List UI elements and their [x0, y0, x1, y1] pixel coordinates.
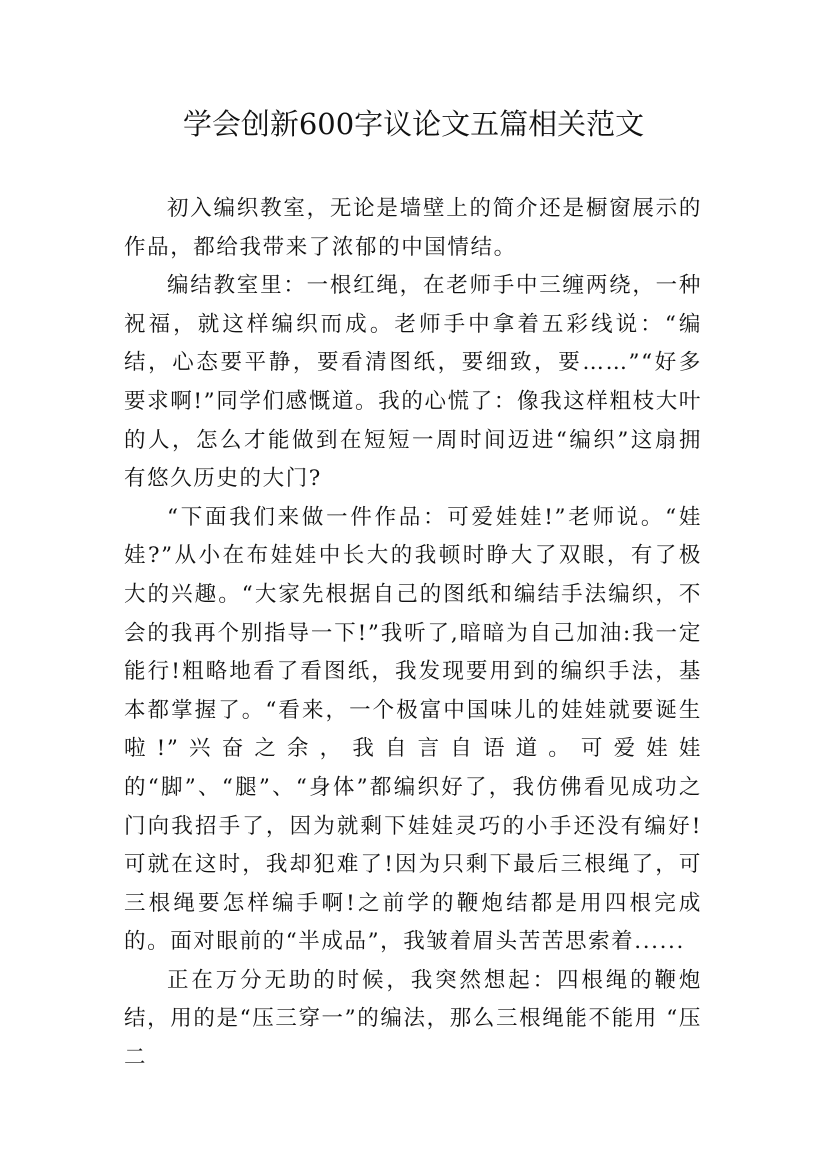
paragraph-3: “下面我们来做一件作品：可爱娃娃!”老师说。“娃娃?”从小在布娃娃中长大的我顿时睁大了双眼，有了极大的兴趣。“大家先根据自己的图纸和编结手法编织，不会的我再个别指导一下!”我听了,暗暗为自己加油:我一定能行!粗略地看了看图纸，我发现要用到的编织手法，基本都掌握了。“看来，一个极富中国味儿的娃娃就要诞生啦!”兴奋之余，我自言自语道。可爱娃娃的“脚”、“腿”、“身体”都编织好了，我仿佛看见成功之门向我招手了，因为就剩下娃娃灵巧的小手还没有编好!可就在这时，我却犯难了!因为只剩下最后三根绳了，可三根绳要怎样编手啊!之前学的鞭炮结都是用四根完成的。面对眼前的“半成品”，我皱着眉头苦苦思索着...... — [124, 504, 702, 955]
document-body — [124, 190, 702, 1078]
paragraph-2: 编结教室里：一根红绳，在老师手中三缠两绕，一种祝福，就这样编织而成。老师手中拿着五彩线说：“编结，心态要平静，要看清图纸，要细致，要……”“好多要求啊!”同学们感慨道。我的心慌了：像我这样粗枝大叶的人，怎么才能做到在短短一周时间迈进“编织”这扇拥有悠久历史的大门? — [124, 273, 702, 492]
document-title: 学会创新600字议论文五篇相关范文 — [182, 107, 645, 141]
paragraph-4: 正在万分无助的时候，我突然想起：四根绳的鞭炮结，用的是“压三穿一”的编法，那么三根绳能不能用 “压二 — [124, 967, 702, 1071]
paragraph-1: 初入编织教室，无论是墙壁上的简介还是橱窗展示的作品，都给我带来了浓郁的中国情结。 — [124, 196, 702, 260]
